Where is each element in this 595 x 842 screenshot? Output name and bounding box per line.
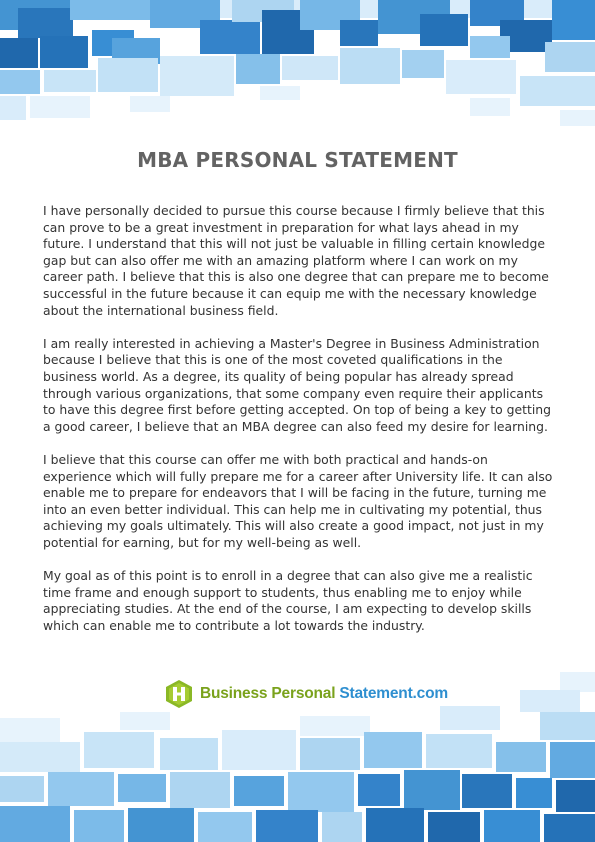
brand-logo[interactable] xyxy=(164,678,448,710)
logo-text xyxy=(200,685,448,703)
top-decorative-mosaic xyxy=(0,0,595,145)
page-title: MBA PERSONAL STATEMENT xyxy=(137,148,458,172)
paragraph-3: I believe that this course can offer me with both practical and hands-on experience which will fully prepare me for a career after University life. It can also enable me to prepare for endeavors that I will be facing in the future, turning me into an even better individual. This can help me in cultivating my potential, thus achieving my goals ultimately. This will also create a good impact, not just in my potential for earning, but for my well-being as well. xyxy=(43,451,553,550)
logo-text-business: Business Personal xyxy=(200,685,340,702)
statement-body xyxy=(43,203,553,651)
paragraph-4: My goal as of this point is to enroll in a degree that can also give me a realistic time frame and enough support to students, thus enabling me to enjoy while appreciating studies. At the end of the course, I am expecting to develop skills which can enable me to contribute a lot towards the industry. xyxy=(43,568,533,633)
logo-badge-icon xyxy=(164,679,194,709)
paragraph-2: I am really interested in achieving a Master's Degree in Business Administration because I believe that this is one of the most coveted qualifications in the business world. As a degree, its quality of being popular has already spread through various organizations, that some company even require their applicants to have this degree first before getting accepted. On top of being a key to getting a good career, I believe that an MBA degree can also feed my desire for learning. xyxy=(43,335,551,434)
logo-text-statement: Statement.com xyxy=(339,685,448,702)
paragraph-1: I have personally decided to pursue this course because I firmly believe that this can prove to be a great investment in preparation for what lays ahead in my future. I understand that this will not just be valuable in filling certain knowledge gap but can also offer me with an amazing platform where I can work on my career path. I believe that this is also one degree that can prepare me to become successful in the future because it can equip me with the necessary knowledge about the international business field. xyxy=(43,203,549,318)
